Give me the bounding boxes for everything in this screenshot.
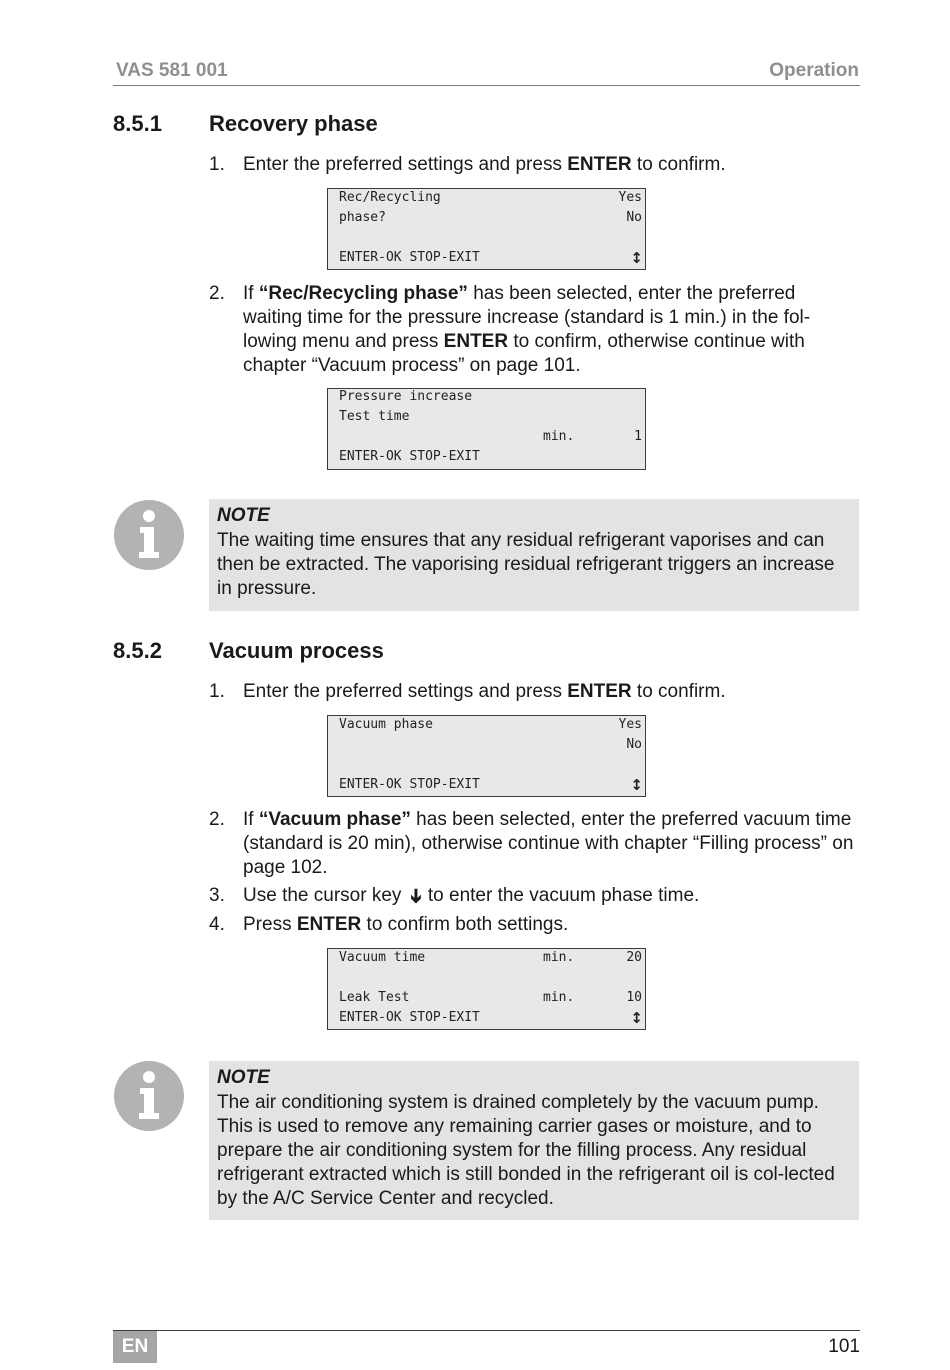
header-divider: [113, 85, 860, 86]
list-item: [209, 913, 859, 937]
lcd-display: [327, 388, 646, 470]
step-number: 1.: [209, 154, 225, 175]
lcd-softkeys: ENTER-OK STOP-EXIT: [339, 777, 480, 792]
header-doc-id: VAS 581 001: [116, 60, 228, 81]
lcd-text: Leak Test: [339, 990, 410, 1005]
lcd-text: Vacuum time: [339, 950, 426, 965]
lcd-option-no: No: [626, 737, 642, 752]
step-number: 4.: [209, 914, 225, 935]
note-title: NOTE: [217, 505, 270, 526]
info-icon: [114, 500, 184, 570]
lcd-option-no: No: [626, 210, 642, 225]
lcd-value: 1: [634, 429, 642, 444]
step-number: 2.: [209, 809, 225, 830]
step-text: Enter the preferred settings and press ENTER to confirm.: [243, 681, 726, 702]
step-text: Enter the preferred settings and press ENTER to confirm.: [243, 154, 726, 175]
note-title: NOTE: [217, 1067, 270, 1088]
lcd-text: Pressure increase: [339, 389, 473, 404]
up-down-arrow-icon: ↕: [630, 776, 643, 794]
note-body: The air conditioning system is drained completely by the vacuum pump. This is used to remove any remaining carrier gases or moisture, and to prepare the air conditioning system for the filling process. Any residual refrigerant extracted which is still bonded in the refrigerant oil is col-lected by the A/C Service Center and recycled.: [217, 1092, 835, 1209]
footer-divider: [113, 1330, 860, 1331]
up-down-arrow-icon: ↕: [630, 249, 643, 267]
lcd-display: [327, 715, 646, 797]
section-title: Vacuum process: [209, 638, 384, 663]
language-badge: EN: [113, 1331, 157, 1363]
section-number: 8.5.2: [113, 638, 162, 663]
lcd-display: [327, 188, 646, 270]
lcd-unit: min.: [543, 950, 575, 965]
lcd-text: Vacuum phase: [339, 717, 433, 732]
lcd-softkeys: ENTER-OK STOP-EXIT: [339, 250, 480, 265]
list-item: [209, 808, 859, 880]
note-box: [209, 499, 859, 611]
cursor-down-arrow-icon: ➔: [404, 888, 426, 904]
lcd-option-yes: Yes: [618, 717, 642, 732]
step-text: Use the cursor key ➔ to enter the vacuum phase time.: [243, 885, 700, 906]
step-number: 3.: [209, 885, 225, 906]
lcd-option-yes: Yes: [618, 190, 642, 205]
list-item: [209, 680, 859, 704]
lcd-unit: min.: [543, 990, 575, 1005]
lcd-text: phase?: [339, 210, 386, 225]
note-body: The waiting time ensures that any residual refrigerant vaporises and can then be extracted. The vaporising residual refrigerant triggers an increase in pressure.: [217, 530, 835, 599]
list-item: [209, 153, 859, 177]
lcd-unit: min.: [543, 429, 575, 444]
header-chapter: Operation: [769, 60, 859, 81]
step-number: 2.: [209, 283, 225, 304]
step-number: 1.: [209, 681, 225, 702]
info-icon: [114, 1061, 184, 1131]
up-down-arrow-icon: ↕: [630, 1009, 643, 1027]
note-box: [209, 1061, 859, 1220]
lcd-softkeys: ENTER-OK STOP-EXIT: [339, 449, 480, 464]
lcd-display: [327, 948, 646, 1030]
page-number: 101: [828, 1336, 860, 1357]
lcd-text: Test time: [339, 409, 410, 424]
step-text: If “Rec/Recycling phase” has been selected, enter the preferred waiting time for the pressure increase (standard is 1 min.) in the fol-lowing menu and press ENTER to confirm, otherwise continue with chapter “Vacuum process” on page 101.: [243, 283, 811, 376]
list-item: [209, 282, 859, 378]
lcd-value: 20: [626, 950, 642, 965]
step-text: Press ENTER to confirm both settings.: [243, 914, 569, 935]
lcd-softkeys: ENTER-OK STOP-EXIT: [339, 1010, 480, 1025]
step-text: If “Vacuum phase” has been selected, enter the preferred vacuum time (standard is 20 min), otherwise continue with chapter “Filling process” on page 102.: [243, 809, 854, 878]
lcd-text: Rec/Recycling: [339, 190, 441, 205]
section-title: Recovery phase: [209, 111, 378, 136]
list-item: [209, 884, 859, 908]
lcd-value: 10: [626, 990, 642, 1005]
section-number: 8.5.1: [113, 111, 162, 136]
